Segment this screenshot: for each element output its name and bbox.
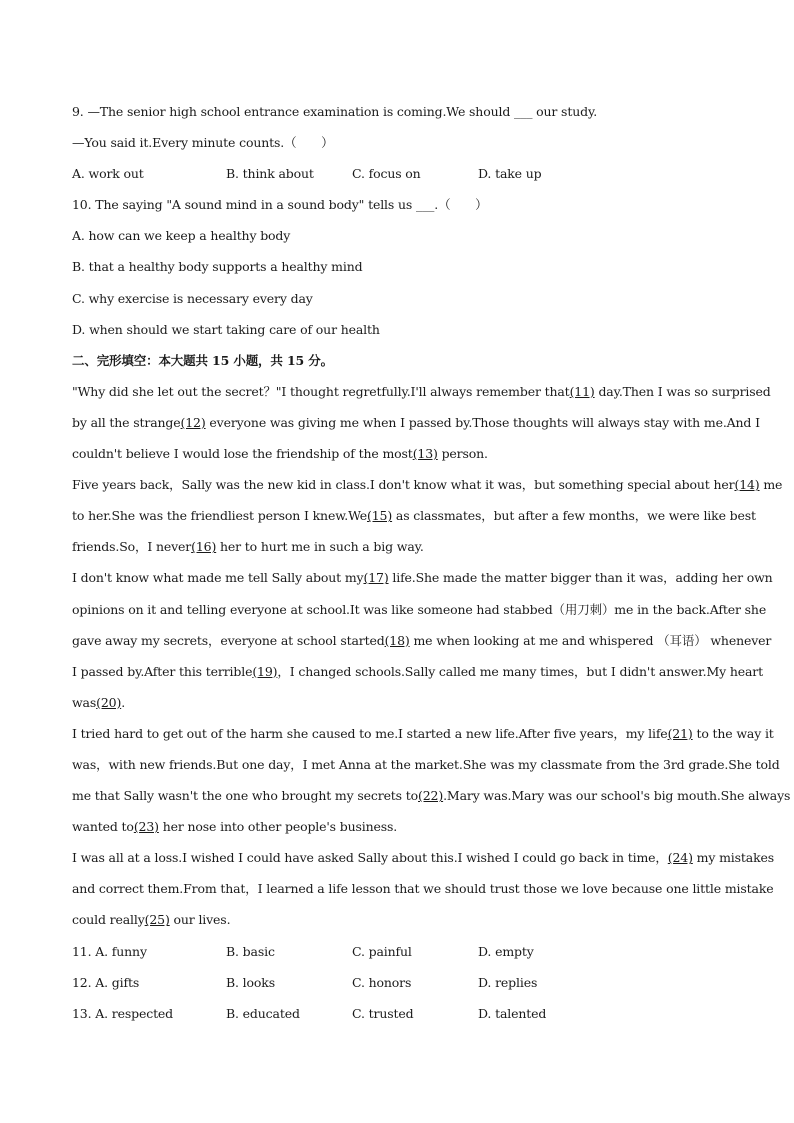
q10-stem: 10. The saying "A sound mind in a sound body" tells us ___.（ ）: [72, 197, 488, 213]
passage-line: [72, 566, 773, 597]
cloze-blank-number: (22): [418, 788, 444, 804]
q10-option-d: D. when should we start taking care of our health: [72, 321, 380, 337]
cloze-blank-number: (18): [384, 632, 410, 648]
cloze-blank-number: (20): [96, 694, 122, 710]
cloze-blank-number: (11): [569, 383, 595, 399]
passage-text: "Why did she let out the secret？"I thought regretfully.I'll always remember that: [72, 383, 570, 399]
cloze-blank-number: (16): [191, 539, 217, 555]
passage-text: I was all at a loss.I wished I could have asked Sally about this.I wished I could go back in time，: [72, 850, 668, 866]
passage-line: [72, 877, 774, 908]
passage-text: everyone was giving me when I passed by.Those thoughts will always stay with me.And I: [205, 414, 760, 430]
passage-text: was: [72, 694, 97, 710]
q12-option-d: D. replies: [478, 974, 538, 990]
cloze-blank-number: (24): [667, 850, 693, 866]
passage-text: could really: [72, 912, 145, 928]
passage-text: her to hurt me in such a big way.: [216, 539, 424, 555]
passage-text: as classmates，but after a few months，we were like best: [392, 508, 756, 524]
q12-option-b: B. looks: [226, 974, 275, 990]
q10-option-b: B. that a healthy body supports a healthy mind: [72, 259, 363, 275]
passage-line: [72, 722, 774, 753]
q9-option-a: A. work out: [72, 166, 144, 182]
q13-option-b: B. educated: [226, 1005, 300, 1021]
cloze-blank-number: (15): [367, 508, 393, 524]
passage-text: to her.She was the friendliest person I knew.We: [72, 508, 368, 524]
q13-option-a: 13. A. respected: [72, 1005, 174, 1021]
section-heading: 二、完形填空：本大题共 15 小题，共 15 分。: [72, 352, 333, 368]
cloze-blank-number: (21): [667, 725, 693, 741]
passage-text: I tried hard to get out of the harm she caused to me.I started a new life.After five years，my life: [72, 725, 668, 741]
cloze-blank-number: (25): [144, 912, 170, 928]
cloze-blank-number: (14): [734, 477, 760, 493]
q11-options: [72, 940, 722, 971]
cloze-passage: [72, 380, 791, 940]
passage-text: couldn't believe I would lose the friendship of the most: [72, 446, 413, 462]
passage-text: I don't know what made me tell Sally about my: [72, 570, 364, 586]
q13-options: [72, 1002, 722, 1033]
passage-text: my mistakes: [692, 850, 775, 866]
cloze-blank-number: (23): [133, 819, 159, 835]
passage-text: .Mary was.Mary was our school's big mouth.She always: [443, 788, 791, 804]
q9-option-c: C. focus on: [352, 166, 421, 182]
exam-page: [72, 100, 791, 1033]
q9-option-b: B. think about: [226, 166, 314, 182]
q12-option-c: C. honors: [352, 974, 412, 990]
passage-text: me when looking at me and whispered （耳语） whenever: [409, 632, 772, 648]
q11-option-a: 11. A. funny: [72, 943, 147, 959]
q9-options: [72, 162, 722, 193]
q11-option-c: C. painful: [352, 943, 412, 959]
q11-option-b: B. basic: [226, 943, 275, 959]
passage-text: .: [121, 694, 126, 710]
cloze-blank-number: (12): [180, 414, 206, 430]
passage-text: day.Then I was so surprised: [594, 383, 771, 399]
q9-reply: —You said it.Every minute counts.（ ）: [72, 135, 334, 151]
passage-line: [72, 846, 775, 877]
passage-line: [72, 442, 722, 473]
passage-text: life.She made the matter bigger than it was，adding her own: [388, 570, 773, 586]
passage-line: [72, 473, 783, 504]
passage-line: [72, 504, 756, 535]
passage-text: wanted to: [72, 819, 134, 835]
q11-option-d: D. empty: [478, 943, 534, 959]
passage-line: [72, 535, 722, 566]
passage-text: friends.So，I never: [72, 539, 192, 555]
q10-option-a: A. how can we keep a healthy body: [72, 228, 291, 244]
passage-text: me that Sally wasn't the one who brought my secrets to: [72, 788, 419, 804]
passage-line: [72, 815, 722, 846]
passage-text: I passed by.After this terrible: [72, 663, 253, 679]
passage-line: [72, 691, 722, 722]
passage-line: [72, 629, 772, 660]
cloze-blank-number: (17): [363, 570, 389, 586]
passage-text: her nose into other people's business.: [158, 819, 398, 835]
q9-stem: 9. —The senior high school entrance examination is coming.We should ___ our study.: [72, 104, 598, 119]
passage-line: [72, 908, 722, 939]
passage-line: [72, 753, 780, 784]
passage-text: person.: [437, 446, 488, 462]
passage-line: [72, 598, 767, 629]
passage-line: [72, 411, 760, 442]
passage-text: to the way it: [692, 725, 774, 741]
passage-text: was，with new friends.But one day，I met Anna at the market.She was my classmate from the 3rd grade.She told: [72, 756, 780, 772]
q12-option-a: 12. A. gifts: [72, 974, 140, 990]
passage-line: [72, 784, 791, 815]
passage-text: gave away my secrets，everyone at school started: [72, 632, 385, 648]
passage-text: by all the strange: [72, 414, 181, 430]
q13-option-d: D. talented: [478, 1005, 547, 1021]
cloze-blank-number: (19): [252, 663, 278, 679]
passage-text: Five years back，Sally was the new kid in class.I don't know what it was，but something special about her: [72, 477, 735, 493]
passage-text: and correct them.From that，I learned a life lesson that we should trust those we love because one little mistake: [72, 881, 774, 897]
passage-text: ，I changed schools.Sally called me many times，but I didn't answer.My heart: [277, 663, 763, 679]
passage-line: [72, 380, 771, 411]
passage-line: [72, 660, 763, 691]
cloze-blank-number: (13): [412, 446, 438, 462]
q10-option-c: C. why exercise is necessary every day: [72, 290, 313, 306]
passage-text: me: [759, 477, 783, 493]
passage-text: opinions on it and telling everyone at school.It was like someone had stabbed（用刀刺）me in the back.After she: [72, 601, 767, 617]
passage-text: our lives.: [169, 912, 231, 928]
q13-option-c: C. trusted: [352, 1005, 414, 1021]
q12-options: [72, 971, 722, 1002]
q9-option-d: D. take up: [478, 166, 542, 182]
